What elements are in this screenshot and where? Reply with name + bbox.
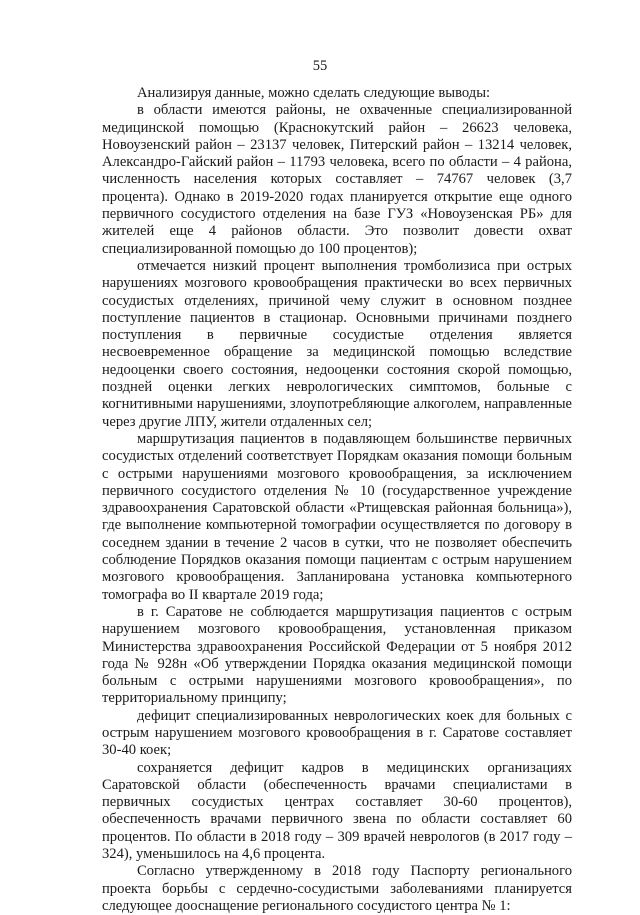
paragraph-saratov-routing: в г. Саратове не соблюдается маршрутизация пациентов с острым нарушением мозгового кровообращения, установленная приказом Министерства здравоохранения Российской Федерации от 5 ноября 2012 года № 928н «Об утверждении Порядка оказания медицинской помощи больным с острыми нарушениями мозгового кровообращения», по территориальному принципу; bbox=[102, 603, 572, 707]
document-body bbox=[102, 85, 572, 915]
paragraph-staff-deficit: сохраняется дефицит кадров в медицинских организациях Саратовской области (обеспеченность врачами специалистами в первичных сосудистых центрах составляет 30-60 процентов), обеспеченность врачами первичного звена по области составляет 60 процентов. По области в 2018 году – 309 врачей неврологов (в 2017 году – 324), уменьшилось на 4,6 процента. bbox=[102, 759, 572, 863]
paragraph-routing: маршрутизация пациентов в подавляющем большинстве первичных сосудистых отделений соответствует Порядкам оказания помощи больным с острыми нарушениями мозгового кровообращения, за исключением первичного сосудистого отделения № 10 (государственное учреждение здравоохранения Саратовской области «Ртищевская районная больница»), где выполнение компьютерной томографии осуществляется по договору в соседнем здании в течение 2 часов в сутки, что не позволяет обеспечить соблюдение Порядков оказания помощи пациентам с острым нарушением мозгового кровообращения. Запланирована установка компьютерного томографа во II квартале 2019 года; bbox=[102, 430, 572, 603]
page-number: 55 bbox=[312, 58, 328, 74]
intro-paragraph: Анализируя данные, можно сделать следующие выводы: bbox=[137, 85, 491, 101]
paragraph-regional-project: Согласно утвержденному в 2018 году Паспорту регионального проекта борьбы с сердечно-сосудистыми заболеваниями планируется следующее дооснащение регионального сосудистого центра № 1: bbox=[102, 863, 572, 914]
paragraph-uncovered-districts: в области имеются районы, не охваченные специализированной медицинской помощью (Краснокутский район – 26623 человека, Новоузенский район – 23137 человек, Питерский район – 13214 человек, Александро-Гайский район – 11793 человека, всего по области – 4 района, численность населения которых составляет – 74767 человек (3,7 процента). Однако в 2019-2020 годах планируется открытие еще одного первичного сосудистого отделения на базе ГУЗ «Новоузенская РБ» для жителей еще 4 районов области. Это позволит довести охват специализированной помощью до 100 процентов); bbox=[102, 102, 572, 257]
paragraph-thrombolysis: отмечается низкий процент выполнения тромболизиса при острых нарушениях мозгового кровообращения практически во всех первичных сосудистых отделениях, причиной чему служит в основном позднее поступление пациентов в стационар. Основными причинами позднего поступления в первичные сосудистые отделения является несвоевременное обращение за медицинской помощью вследствие недооценки своего состояния, недооценки состояния скорой помощью, поздней оценки легких неврологических симптомов, больные с когнитивными нарушениями, злоупотребляющие алкоголем, направленные через другие ЛПУ, жители отдаленных сел; bbox=[102, 257, 572, 430]
paragraph-bed-deficit: дефицит специализированных неврологических коек для больных с острым нарушением мозгового кровообращения в г. Саратове составляет 30-40 коек; bbox=[102, 707, 572, 759]
